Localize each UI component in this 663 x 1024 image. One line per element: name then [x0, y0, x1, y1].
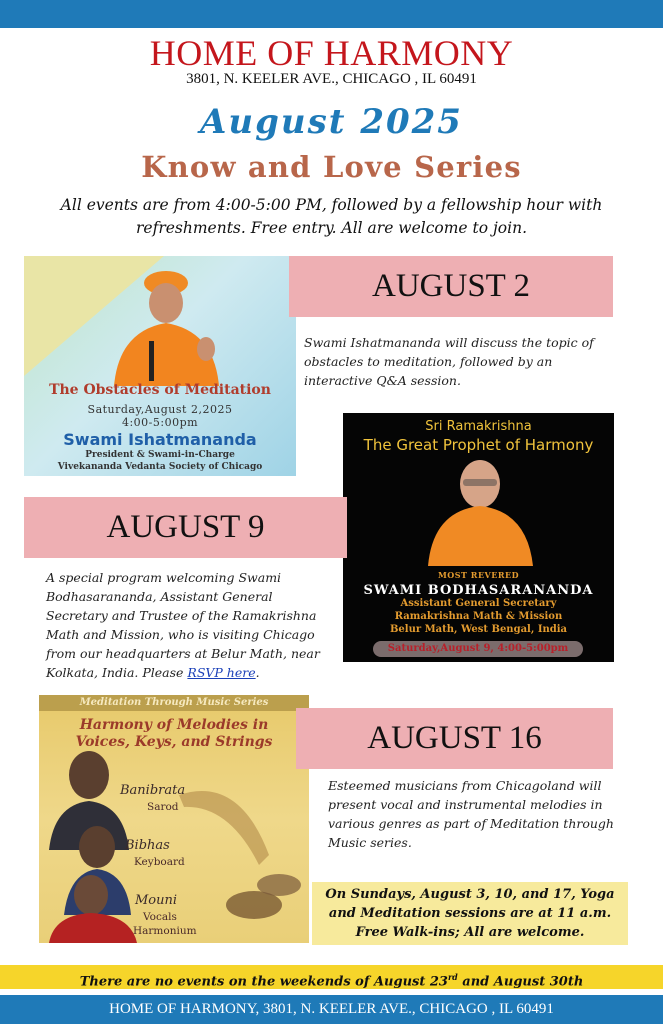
event-2-description — [46, 568, 331, 682]
poster-1-role: President & Swami-in-Charge — [85, 450, 235, 460]
poster-2-speaker: SWAMI BODHASARANANDA — [363, 583, 594, 598]
poster-2-honorific: MOST REVERED — [437, 570, 520, 580]
event-1-description: Swami Ishatmananda will discuss the topic of obstacles to meditation, followed by an interactive Q&A session. — [304, 335, 594, 388]
footer-address: HOME OF HARMONY, 3801, N. KEELER AVE., CHICAGO , IL 60491 — [0, 995, 663, 1024]
speaker-2-portrait — [423, 451, 538, 566]
organization-address: 3801, N. KEELER AVE., CHICAGO , IL 60491 — [186, 71, 477, 87]
artist-1-role: Sarod — [147, 801, 179, 813]
poster-2-role3: Belur Math, West Bengal, India — [389, 624, 568, 635]
event-3-description: Esteemed musicians from Chicagoland will present vocal and instrumental melodies in various genres as part of Meditation through Music series. — [328, 778, 614, 850]
no-events-note — [0, 965, 663, 989]
poster-3-title-1: Harmony of Melodies in — [79, 717, 269, 733]
artist-3-role-2: Harmonium — [133, 925, 197, 937]
yoga-note — [312, 882, 628, 945]
month-title: August 2025 — [200, 102, 463, 142]
artist-2-role: Keyboard — [134, 856, 185, 868]
no-events-text-post: and August 30th — [457, 974, 584, 990]
intro-text: All events are from 4:00-5:00 PM, followed by a fellowship hour with refreshments. Free entry. All are welcome to join. — [60, 196, 603, 237]
artist-1-name: Banibrata — [120, 783, 186, 798]
yoga-note-line-2: and Meditation sessions are at 11 a.m. — [328, 906, 612, 921]
event-3-date-banner: AUGUST 16 — [296, 708, 613, 769]
artist-3-name: Mouni — [135, 893, 178, 908]
rsvp-link[interactable]: RSVP here — [187, 665, 256, 680]
poster-1-time: 4:00-5:00pm — [121, 416, 199, 429]
poster-2-time-pill: Saturday,August 9, 4:00-5:00pm — [373, 641, 583, 657]
event-2-description-end: . — [255, 665, 260, 680]
top-color-bar — [0, 0, 663, 28]
yoga-note-line-1: On Sundays, August 3, 10, and 17, Yoga — [325, 887, 615, 902]
event-2-description-text: A special program welcoming Swami Bodhasarananda, Assistant General Secretary and Trustee of the Ramakrishna Math and Mission, who is visiting Chicago from our headquarters at Belur Math, near Kolkata, India. Please — [46, 570, 320, 680]
poster-1-speaker: Swami Ishatmananda — [63, 430, 257, 449]
poster-2-line1: Sri Ramakrishna — [425, 419, 532, 434]
event-2-date-banner: AUGUST 9 — [24, 497, 347, 558]
poster-3-series: Meditation Through Music Series — [39, 695, 309, 711]
poster-1-title: The Obstacles of Meditation — [49, 382, 271, 398]
series-title: Know and Love Series — [141, 150, 522, 184]
no-events-text-pre: There are no events on the weekends of August 23 — [79, 974, 448, 990]
no-events-superscript: rd — [447, 972, 458, 982]
poster-1-org: Vivekananda Vedanta Society of Chicago — [57, 462, 263, 472]
poster-2-line2: The Great Prophet of Harmony — [363, 436, 594, 454]
artist-2-name: Bibhas — [125, 838, 170, 853]
organization-name: HOME OF HARMONY — [149, 33, 514, 73]
event-1-date-banner: AUGUST 2 — [289, 256, 613, 317]
artist-3-role-1: Vocals — [143, 911, 177, 923]
speaker-1-portrait — [94, 261, 234, 386]
poster-3-title-2: Voices, Keys, and Strings — [75, 734, 273, 750]
poster-2-role1: Assistant General Secretary — [400, 598, 557, 609]
poster-2-role2: Ramakrishna Math & Mission — [394, 611, 563, 622]
poster-1-date: Saturday,August 2,2025 — [87, 403, 233, 416]
yoga-note-line-3: Free Walk-ins; All are welcome. — [355, 925, 585, 940]
